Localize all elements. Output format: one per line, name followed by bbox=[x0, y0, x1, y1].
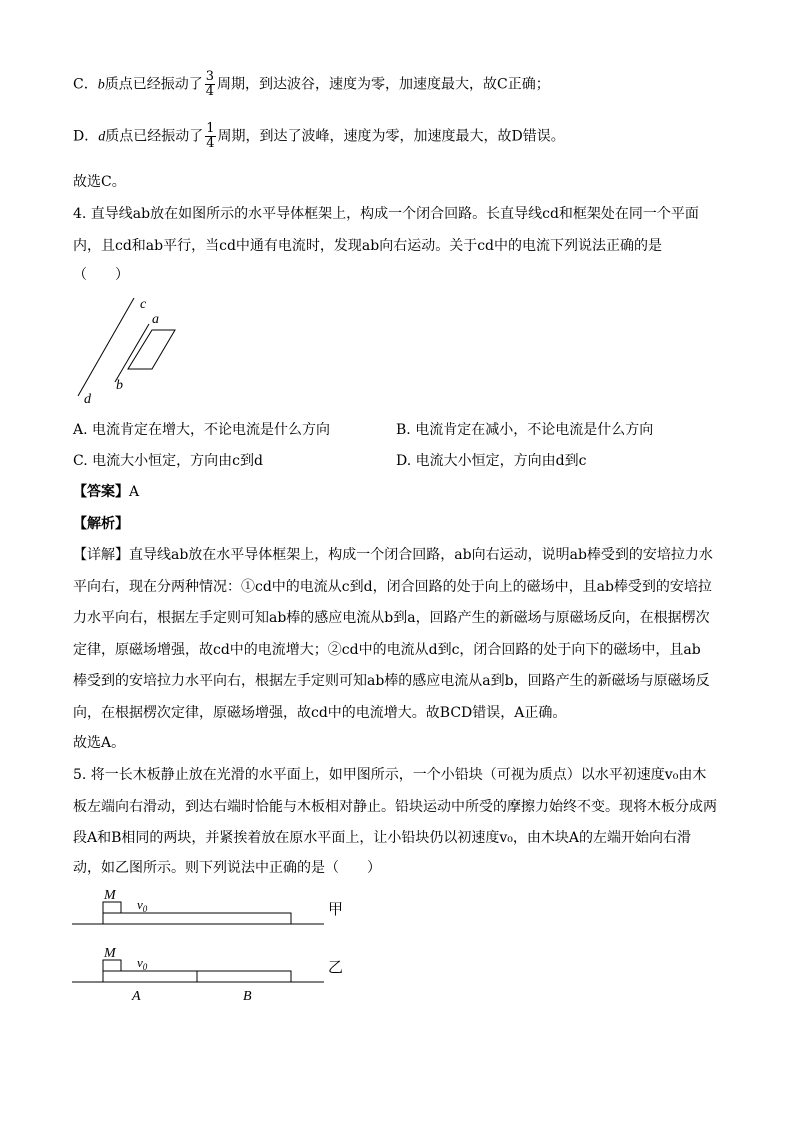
lead-block-jia bbox=[103, 902, 121, 913]
q4-option-a: A. 电流肯定在增大，不论电流是什么方向 bbox=[73, 422, 331, 438]
option-c-analysis: C．b质点已经振动了 $\frac{3}{4}$ 周期，到达波谷，速度为零，加速度最大，故C正确； bbox=[73, 69, 550, 99]
label-c: c bbox=[140, 297, 147, 312]
board-a bbox=[103, 971, 197, 982]
option-d-analysis: D．d质点已经振动了 $\frac{1}{4}$ 周期，到达了波峰，速度为零，加速度最大，故D错误。 bbox=[73, 121, 565, 151]
q5-stem-line3: 段A和B相同的两块，并紧挨着放在原水平面上，让小铅块仍以初速度v₀，由木块A的左端开始向右滑 bbox=[73, 830, 692, 846]
q4-detail-line5: 棒受到的安培拉力水平向右，根据左手定则可知ab棒的感应电流从a到b，回路产生的新磁场与原磁场反 bbox=[73, 673, 710, 689]
q4-choose: 故选A。 bbox=[73, 735, 126, 751]
label-v0-jia: $v_0$ bbox=[137, 897, 148, 914]
label-d: d bbox=[84, 392, 91, 407]
rod-ab bbox=[115, 324, 149, 382]
label-m-jia: M bbox=[104, 888, 116, 903]
q4-option-b: B. 电流肯定在减小，不论电流是什么方向 bbox=[396, 422, 654, 438]
conducting-frame bbox=[128, 330, 175, 369]
fraction-three-quarters: $\frac{3}{4}$ bbox=[205, 69, 214, 99]
lead-block-yi bbox=[103, 960, 121, 971]
q4-option-c: C. 电流大小恒定，方向由c到d bbox=[73, 453, 263, 469]
wire-cd bbox=[78, 298, 134, 396]
choose-c: 故选C。 bbox=[73, 174, 126, 190]
board-b bbox=[197, 971, 291, 982]
label-b: b bbox=[116, 378, 123, 393]
label-yi: 乙 bbox=[328, 958, 344, 976]
label-m-yi: M bbox=[104, 946, 116, 961]
q4-detail-line4: 定律，原磁场增强，故cd中的电流增大；②cd中的电流从d到c，闭合回路的处于向下的磁场中，且ab bbox=[73, 642, 701, 658]
q4-stem-line3: （ ） bbox=[73, 267, 129, 283]
q4-detail-line6: 向，在根据楞次定律，原磁场增强，故cd中的电流增大。故BCD错误，A正确。 bbox=[73, 705, 567, 721]
board-jia bbox=[103, 913, 291, 924]
q5-stem-line2: 板左端向右滑动，到达右端时恰能与木板相对静止。铅块运动中所受的摩擦力始终不变。现将木板分成两 bbox=[73, 799, 717, 815]
q4-stem-line2: 内，且cd和ab平行，当cd中通有电流时，发现ab向右运动。关于cd中的电流下列说法正确的是 bbox=[73, 238, 663, 254]
q4-analysis-heading: 【解析】 bbox=[73, 516, 129, 532]
q4-detail-line3: 力水平向右，根据左手定则可知ab棒的感应电流从b到a，回路产生的新磁场与原磁场反向，在根据楞次 bbox=[73, 610, 710, 626]
q4-detail-line2: 平向右，现在分两种情况：①cd中的电流从c到d，闭合回路的处于向上的磁场中，且ab棒受到的安培拉 bbox=[73, 579, 712, 595]
label-v0-yi: $v_0$ bbox=[137, 955, 148, 972]
label-a-board: A bbox=[132, 989, 141, 1004]
q4-figure bbox=[70, 292, 190, 410]
q5-figure bbox=[68, 880, 358, 1004]
q4-stem-line1: 4. 直导线ab放在如图所示的水平导体框架上，构成一个闭合回路。长直导线cd和框架处在同一个平面 bbox=[73, 206, 699, 222]
label-b-board: B bbox=[243, 989, 252, 1004]
fraction-one-quarter: $\frac{1}{4}$ bbox=[206, 121, 215, 151]
q4-answer: 【答案】A bbox=[73, 484, 140, 500]
q4-option-d: D. 电流大小恒定，方向由d到c bbox=[396, 453, 587, 469]
q4-detail-line1: 【详解】直导线ab放在水平导体框架上，构成一个闭合回路，ab向右运动，说明ab棒受到的安培拉力水 bbox=[73, 547, 713, 563]
q5-stem-line1: 5. 将一长木板静止放在光滑的水平面上，如甲图所示，一个小铅块（可视为质点）以水平初速度v₀由木 bbox=[73, 767, 707, 783]
q5-stem-line4: 动，如乙图所示。则下列说法中正确的是（ ） bbox=[73, 860, 381, 876]
label-a: a bbox=[152, 312, 159, 327]
label-jia: 甲 bbox=[328, 900, 344, 918]
